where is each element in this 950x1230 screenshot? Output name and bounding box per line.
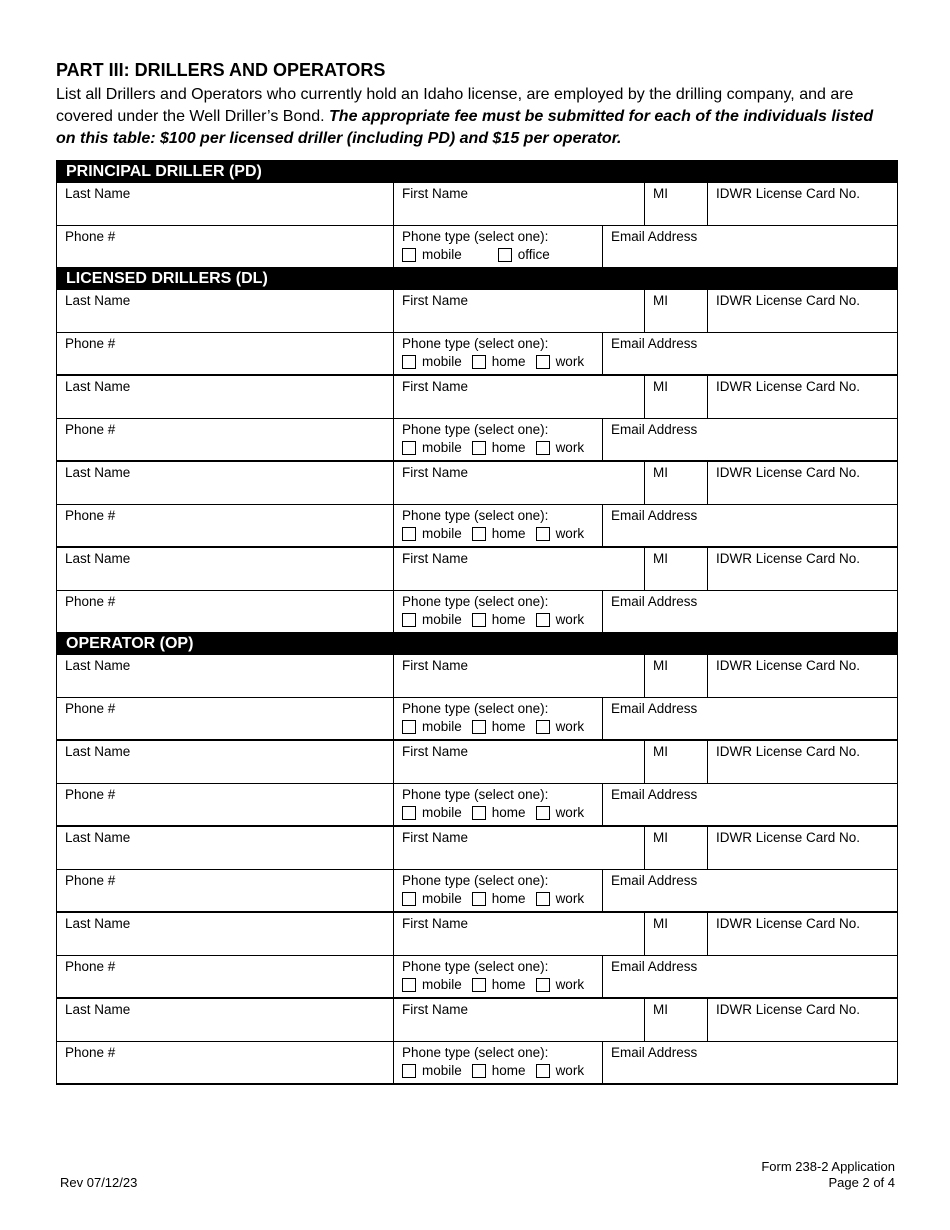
mobile-checkbox[interactable] [402,720,416,734]
phone-option-work[interactable] [536,1063,585,1079]
last-name-field[interactable] [57,290,393,332]
phone-option-label: work [555,354,585,369]
middle-initial-field[interactable] [644,999,707,1041]
phone-option-work[interactable] [536,719,585,735]
person-entry [57,374,897,460]
phone-option-label: mobile [422,247,462,262]
phone-type-label: Phone type (select one): [402,787,549,802]
email-field[interactable] [602,956,897,997]
name-row [57,655,897,697]
phone-option-label: work [555,612,585,627]
license-card-field[interactable] [707,741,897,783]
phone-option-label: work [555,719,585,734]
phone-option-home[interactable] [472,977,526,993]
phone-option-work[interactable] [536,526,585,542]
phone-option-label: mobile [422,805,462,820]
first-name-label: First Name [402,186,469,201]
middle-initial-field[interactable] [644,290,707,332]
first-name-field[interactable] [393,462,644,504]
person-entry [57,825,897,911]
phone-type-field [393,226,602,267]
home-checkbox[interactable] [472,613,486,627]
phone-type-label: Phone type (select one): [402,229,549,244]
email-field[interactable] [602,1042,897,1083]
phone-option-home[interactable] [472,719,526,735]
email-label: Email Address [611,422,698,437]
license-card-field[interactable] [707,290,897,332]
last-name-label: Last Name [65,830,131,845]
email-label: Email Address [611,873,698,888]
email-label: Email Address [611,594,698,609]
first-name-field[interactable] [393,827,644,869]
phone-option-mobile[interactable] [402,805,462,821]
intro-paragraph [56,84,886,150]
middle-initial-field[interactable] [644,548,707,590]
email-label: Email Address [611,229,698,244]
mi-label: MI [653,658,668,673]
phone-option-work[interactable] [536,805,585,821]
license-card-field[interactable] [707,548,897,590]
phone-field[interactable] [57,333,393,374]
license-card-field[interactable] [707,462,897,504]
phone-option-mobile[interactable] [402,891,462,907]
phone-option-label: home [491,612,526,627]
mobile-checkbox[interactable] [402,806,416,820]
phone-option-mobile[interactable] [402,354,462,370]
phone-option-label: mobile [422,354,462,369]
phone-option-home[interactable] [472,612,526,628]
work-checkbox[interactable] [536,806,550,820]
phone-type-field [393,784,602,825]
first-name-label: First Name [402,551,469,566]
middle-initial-field[interactable] [644,183,707,225]
phone-option-mobile[interactable] [402,719,462,735]
person-entry [57,739,897,825]
home-checkbox[interactable] [472,441,486,455]
phone-option-mobile[interactable] [402,1063,462,1079]
mi-label: MI [653,830,668,845]
mobile-checkbox[interactable] [402,248,416,262]
phone-label: Phone # [65,229,116,244]
phone-label: Phone # [65,336,116,351]
first-name-field[interactable] [393,913,644,955]
phone-option-mobile[interactable] [402,440,462,456]
phone-option-label: work [555,977,585,992]
section-header: OPERATOR (OP) [57,632,897,655]
phone-option-work[interactable] [536,354,585,370]
email-label: Email Address [611,508,698,523]
fee-note: The appropriate fee must be submitted for each of the individuals listed on this table: $100 per licensed driller (including PD) and $15 per operator. [56,108,874,147]
drillers-operators-table [56,160,898,1085]
phone-option-label: mobile [422,891,462,906]
home-checkbox[interactable] [472,720,486,734]
phone-option-label: work [555,440,585,455]
contact-row [57,869,897,911]
phone-option-label: work [555,891,585,906]
home-checkbox[interactable] [472,355,486,369]
phone-option-label: mobile [422,719,462,734]
first-name-label: First Name [402,744,469,759]
email-field[interactable] [602,226,897,267]
person-entry [57,546,897,632]
phone-option-label: home [491,440,526,455]
phone-type-options [402,440,594,456]
form-footer [761,1159,895,1191]
mi-label: MI [653,379,668,394]
license-card-field[interactable] [707,913,897,955]
contact-row [57,697,897,739]
phone-field[interactable] [57,698,393,739]
phone-type-options [402,247,594,263]
middle-initial-field[interactable] [644,741,707,783]
license-card-field[interactable] [707,376,897,418]
phone-option-mobile[interactable] [402,526,462,542]
email-field[interactable] [602,698,897,739]
revision-date: Rev 07/12/23 [60,1175,138,1190]
phone-option-label: home [491,354,526,369]
person-entry [57,460,897,546]
phone-option-mobile[interactable] [402,612,462,628]
person-entry [57,997,897,1083]
name-row [57,999,897,1041]
phone-field[interactable] [57,1042,393,1083]
part-title: PART III: DRILLERS AND OPERATORS [56,60,386,80]
mi-label: MI [653,293,668,308]
license-card-field[interactable] [707,655,897,697]
phone-label: Phone # [65,873,116,888]
last-name-field[interactable] [57,827,393,869]
middle-initial-field[interactable] [644,376,707,418]
contact-row [57,955,897,997]
license-label: IDWR License Card No. [716,830,861,845]
form-name: Form 238-2 Application [761,1159,895,1174]
phone-option-label: home [491,977,526,992]
phone-option-mobile[interactable] [402,247,462,263]
middle-initial-field[interactable] [644,655,707,697]
license-label: IDWR License Card No. [716,293,861,308]
last-name-label: Last Name [65,916,131,931]
phone-type-label: Phone type (select one): [402,701,549,716]
email-label: Email Address [611,701,698,716]
name-row [57,827,897,869]
license-label: IDWR License Card No. [716,1002,861,1017]
last-name-field[interactable] [57,741,393,783]
phone-field[interactable] [57,784,393,825]
phone-option-label: home [491,805,526,820]
middle-initial-field[interactable] [644,827,707,869]
phone-type-options [402,526,594,542]
email-field[interactable] [602,784,897,825]
contact-row [57,504,897,546]
contact-row [57,590,897,632]
phone-field[interactable] [57,956,393,997]
last-name-field[interactable] [57,655,393,697]
phone-option-mobile[interactable] [402,977,462,993]
last-name-field[interactable] [57,548,393,590]
work-checkbox[interactable] [536,892,550,906]
home-checkbox[interactable] [472,806,486,820]
first-name-label: First Name [402,293,469,308]
mi-label: MI [653,186,668,201]
email-label: Email Address [611,959,698,974]
work-checkbox[interactable] [536,613,550,627]
last-name-label: Last Name [65,744,131,759]
phone-option-label: mobile [422,440,462,455]
email-field[interactable] [602,419,897,460]
phone-option-home[interactable] [472,805,526,821]
mobile-checkbox[interactable] [402,1064,416,1078]
license-card-field[interactable] [707,827,897,869]
email-field[interactable] [602,870,897,911]
name-row [57,376,897,418]
home-checkbox[interactable] [472,527,486,541]
contact-row [57,332,897,374]
last-name-label: Last Name [65,379,131,394]
last-name-field[interactable] [57,913,393,955]
phone-option-label: home [491,526,526,541]
phone-type-field [393,698,602,739]
mobile-checkbox[interactable] [402,527,416,541]
phone-option-label: mobile [422,526,462,541]
phone-option-home[interactable] [472,891,526,907]
first-name-field[interactable] [393,999,644,1041]
phone-type-label: Phone type (select one): [402,594,549,609]
mobile-checkbox[interactable] [402,892,416,906]
mobile-checkbox[interactable] [402,355,416,369]
work-checkbox[interactable] [536,978,550,992]
phone-type-label: Phone type (select one): [402,873,549,888]
phone-field[interactable] [57,870,393,911]
work-checkbox[interactable] [536,355,550,369]
phone-type-options [402,354,594,370]
office-checkbox[interactable] [498,248,512,262]
home-checkbox[interactable] [472,1064,486,1078]
phone-type-options [402,805,594,821]
email-field[interactable] [602,591,897,632]
phone-type-label: Phone type (select one): [402,1045,549,1060]
first-name-label: First Name [402,379,469,394]
phone-type-field [393,333,602,374]
phone-option-label: mobile [422,612,462,627]
mobile-checkbox[interactable] [402,613,416,627]
phone-option-label: work [555,1063,585,1078]
page-number: Page 2 of 4 [828,1175,895,1190]
license-label: IDWR License Card No. [716,551,861,566]
contact-row [57,418,897,460]
phone-label: Phone # [65,959,116,974]
phone-field[interactable] [57,505,393,546]
email-field[interactable] [602,333,897,374]
phone-option-home[interactable] [472,354,526,370]
last-name-field[interactable] [57,183,393,225]
first-name-field[interactable] [393,548,644,590]
phone-type-options [402,612,594,628]
first-name-field[interactable] [393,290,644,332]
phone-type-label: Phone type (select one): [402,422,549,437]
last-name-label: Last Name [65,551,131,566]
phone-field[interactable] [57,419,393,460]
phone-label: Phone # [65,508,116,523]
first-name-label: First Name [402,1002,469,1017]
phone-option-label: mobile [422,1063,462,1078]
phone-option-home[interactable] [472,1063,526,1079]
phone-option-office[interactable] [498,247,550,263]
name-row [57,183,897,225]
last-name-label: Last Name [65,658,131,673]
last-name-label: Last Name [65,1002,131,1017]
phone-option-label: home [491,1063,526,1078]
first-name-label: First Name [402,830,469,845]
last-name-field[interactable] [57,999,393,1041]
contact-row [57,783,897,825]
license-label: IDWR License Card No. [716,186,861,201]
last-name-label: Last Name [65,186,131,201]
phone-option-work[interactable] [536,977,585,993]
work-checkbox[interactable] [536,441,550,455]
phone-label: Phone # [65,594,116,609]
person-entry [57,183,897,267]
phone-type-field [393,1042,602,1083]
phone-option-label: work [555,805,585,820]
name-row [57,548,897,590]
person-entry [57,911,897,997]
phone-type-options [402,977,594,993]
work-checkbox[interactable] [536,1064,550,1078]
phone-type-label: Phone type (select one): [402,959,549,974]
section-header: LICENSED DRILLERS (DL) [57,267,897,290]
phone-type-field [393,956,602,997]
phone-option-home[interactable] [472,440,526,456]
name-row [57,462,897,504]
license-label: IDWR License Card No. [716,379,861,394]
phone-option-label: work [555,526,585,541]
phone-type-label: Phone type (select one): [402,508,549,523]
phone-type-field [393,419,602,460]
middle-initial-field[interactable] [644,913,707,955]
phone-label: Phone # [65,1045,116,1060]
last-name-label: Last Name [65,293,131,308]
phone-option-label: mobile [422,977,462,992]
person-entry [57,655,897,739]
person-entry [57,290,897,374]
phone-option-work[interactable] [536,891,585,907]
table-bottom-border [57,1083,897,1085]
mi-label: MI [653,465,668,480]
first-name-field[interactable] [393,183,644,225]
name-row [57,913,897,955]
mi-label: MI [653,916,668,931]
home-checkbox[interactable] [472,978,486,992]
phone-type-options [402,1063,594,1079]
last-name-field[interactable] [57,462,393,504]
mi-label: MI [653,1002,668,1017]
license-label: IDWR License Card No. [716,465,861,480]
last-name-field[interactable] [57,376,393,418]
first-name-label: First Name [402,658,469,673]
name-row [57,290,897,332]
contact-row [57,225,897,267]
email-label: Email Address [611,787,698,802]
phone-label: Phone # [65,701,116,716]
phone-type-label: Phone type (select one): [402,336,549,351]
email-label: Email Address [611,336,698,351]
license-card-field[interactable] [707,183,897,225]
first-name-field[interactable] [393,655,644,697]
first-name-field[interactable] [393,741,644,783]
phone-type-field [393,870,602,911]
last-name-label: Last Name [65,465,131,480]
first-name-label: First Name [402,916,469,931]
license-card-field[interactable] [707,999,897,1041]
phone-field[interactable] [57,591,393,632]
phone-option-label: office [517,247,550,262]
phone-label: Phone # [65,787,116,802]
middle-initial-field[interactable] [644,462,707,504]
phone-label: Phone # [65,422,116,437]
mi-label: MI [653,744,668,759]
mobile-checkbox[interactable] [402,978,416,992]
email-field[interactable] [602,505,897,546]
phone-type-field [393,591,602,632]
phone-type-options [402,719,594,735]
phone-option-label: home [491,891,526,906]
mi-label: MI [653,551,668,566]
contact-row [57,1041,897,1083]
email-label: Email Address [611,1045,698,1060]
phone-option-label: home [491,719,526,734]
intro-text: List all Drillers and Operators who currently hold an Idaho license, are employed by the drilling company, and are covered under the Well Driller’s Bond. [56,86,854,125]
work-checkbox[interactable] [536,720,550,734]
name-row [57,741,897,783]
license-label: IDWR License Card No. [716,658,861,673]
phone-field[interactable] [57,226,393,267]
first-name-field[interactable] [393,376,644,418]
license-label: IDWR License Card No. [716,916,861,931]
phone-type-options [402,891,594,907]
section-header: PRINCIPAL DRILLER (PD) [57,160,897,183]
phone-option-work[interactable] [536,612,585,628]
work-checkbox[interactable] [536,527,550,541]
phone-option-work[interactable] [536,440,585,456]
phone-type-field [393,505,602,546]
mobile-checkbox[interactable] [402,441,416,455]
home-checkbox[interactable] [472,892,486,906]
first-name-label: First Name [402,465,469,480]
license-label: IDWR License Card No. [716,744,861,759]
phone-option-home[interactable] [472,526,526,542]
